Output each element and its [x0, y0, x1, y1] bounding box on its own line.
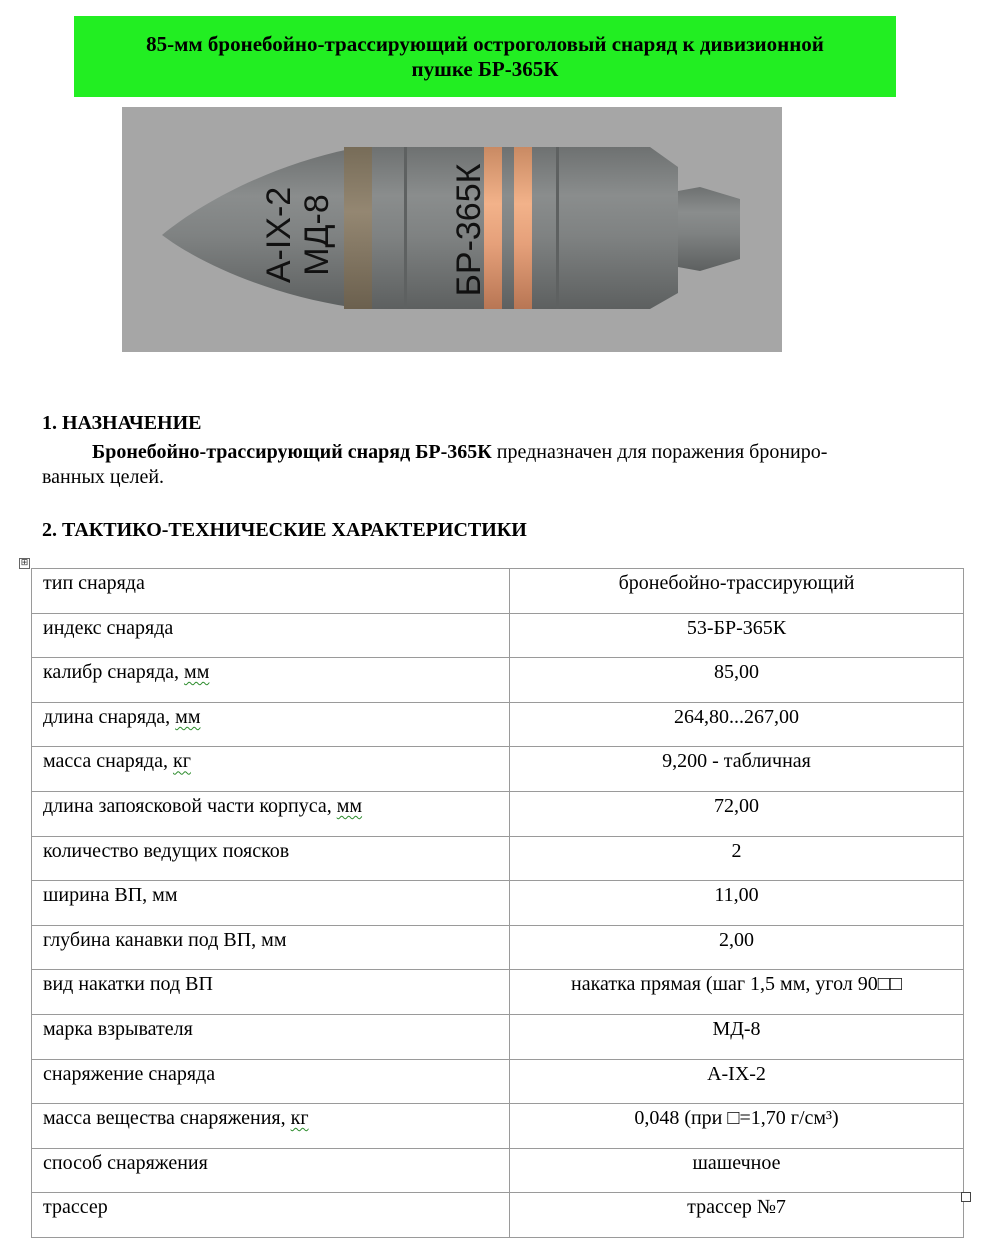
marking-index: БР-365К: [450, 163, 488, 297]
param-unit: кг: [172, 750, 191, 773]
param-name: глубина канавки под ВП, мм: [32, 925, 510, 970]
page-title: [100, 32, 870, 82]
param-value: 0,048 (при □=1,70 г/см³): [510, 1104, 964, 1149]
table-row: [32, 1014, 964, 1059]
param-name-text: длина запоясковой части корпуса,: [43, 794, 337, 817]
purpose-bold: Бронебойно-трассирующий снаряд БР-365К: [92, 441, 492, 463]
param-name-text: длина снаряда,: [43, 705, 176, 728]
title-banner: [74, 16, 896, 97]
param-value: 72,00: [510, 791, 964, 836]
purpose-text-1: предназначен для поражения брониро-: [491, 441, 828, 463]
projectile-image: [122, 107, 782, 352]
table-row: [32, 569, 964, 614]
param-unit: мм: [175, 705, 201, 728]
purpose-paragraph: [42, 440, 962, 490]
brown-band: [344, 147, 372, 309]
param-name-text: масса снаряда,: [43, 750, 173, 773]
param-value: 264,80...267,00: [510, 702, 964, 747]
param-name: количество ведущих поясков: [32, 836, 510, 881]
table-row: [32, 747, 964, 792]
param-name: марка взрывателя: [32, 1014, 510, 1059]
param-value: 11,00: [510, 881, 964, 926]
param-name: снаряжение снаряда: [32, 1059, 510, 1104]
param-value: 9,200 - табличная: [510, 747, 964, 792]
param-unit: мм: [184, 661, 210, 684]
title-line-2: пушке БР-365К: [411, 56, 559, 81]
table-row: [32, 970, 964, 1015]
projectile-tail: [678, 187, 740, 271]
param-name: тип снаряда: [32, 569, 510, 614]
section-2-heading: 2. ТАКТИКО-ТЕХНИЧЕСКИЕ ХАРАКТЕРИСТИКИ: [42, 519, 527, 541]
purpose-text-2: ванных целей.: [42, 466, 165, 488]
param-unit: мм: [336, 794, 363, 817]
param-value: накатка прямая (шаг 1,5 мм, угол 90□□: [510, 970, 964, 1015]
table-row: [32, 881, 964, 926]
param-name: вид накатки под ВП: [32, 970, 510, 1015]
param-name: трассер: [32, 1193, 510, 1238]
table-row: [32, 658, 964, 703]
table-row: [32, 791, 964, 836]
table-move-handle-icon[interactable]: ⊞: [20, 558, 29, 568]
param-value: 53-БР-365К: [510, 613, 964, 658]
param-value: шашечное: [510, 1148, 964, 1193]
param-name: [32, 1104, 510, 1149]
projectile-body: [344, 147, 678, 309]
param-name: [32, 747, 510, 792]
table-resize-handle-icon[interactable]: [961, 1192, 971, 1202]
param-name-text: масса вещества снаряжения,: [43, 1107, 291, 1130]
param-name: [32, 791, 510, 836]
param-value: 2,00: [510, 925, 964, 970]
param-name: ширина ВП, мм: [32, 881, 510, 926]
table-row: [32, 1059, 964, 1104]
param-name: [32, 658, 510, 703]
param-unit: кг: [290, 1107, 309, 1130]
table-row: [32, 1148, 964, 1193]
param-value: 2: [510, 836, 964, 881]
table-row: [32, 613, 964, 658]
table-row: [32, 836, 964, 881]
specs-table: [31, 568, 964, 1238]
param-value: 85,00: [510, 658, 964, 703]
marking-fuze: МД-8: [298, 194, 336, 276]
copper-band-2: [514, 147, 532, 309]
param-value: трассер №7: [510, 1193, 964, 1238]
table-row: [32, 702, 964, 747]
marking-charge: А-IX-2: [260, 186, 298, 284]
param-value: МД-8: [510, 1014, 964, 1059]
section-1-heading: 1. НАЗНАЧЕНИЕ: [42, 412, 202, 434]
param-name: способ снаряжения: [32, 1148, 510, 1193]
table-row: [32, 1104, 964, 1149]
param-name: [32, 702, 510, 747]
param-name: индекс снаряда: [32, 613, 510, 658]
param-name-text: калибр снаряда,: [43, 661, 185, 684]
param-value: А-IX-2: [510, 1059, 964, 1104]
table-row: [32, 925, 964, 970]
title-line-1: 85-мм бронебойно-трассирующий остроголовый снаряд к дивизионной: [146, 31, 824, 56]
param-value: бронебойно-трассирующий: [510, 569, 964, 614]
